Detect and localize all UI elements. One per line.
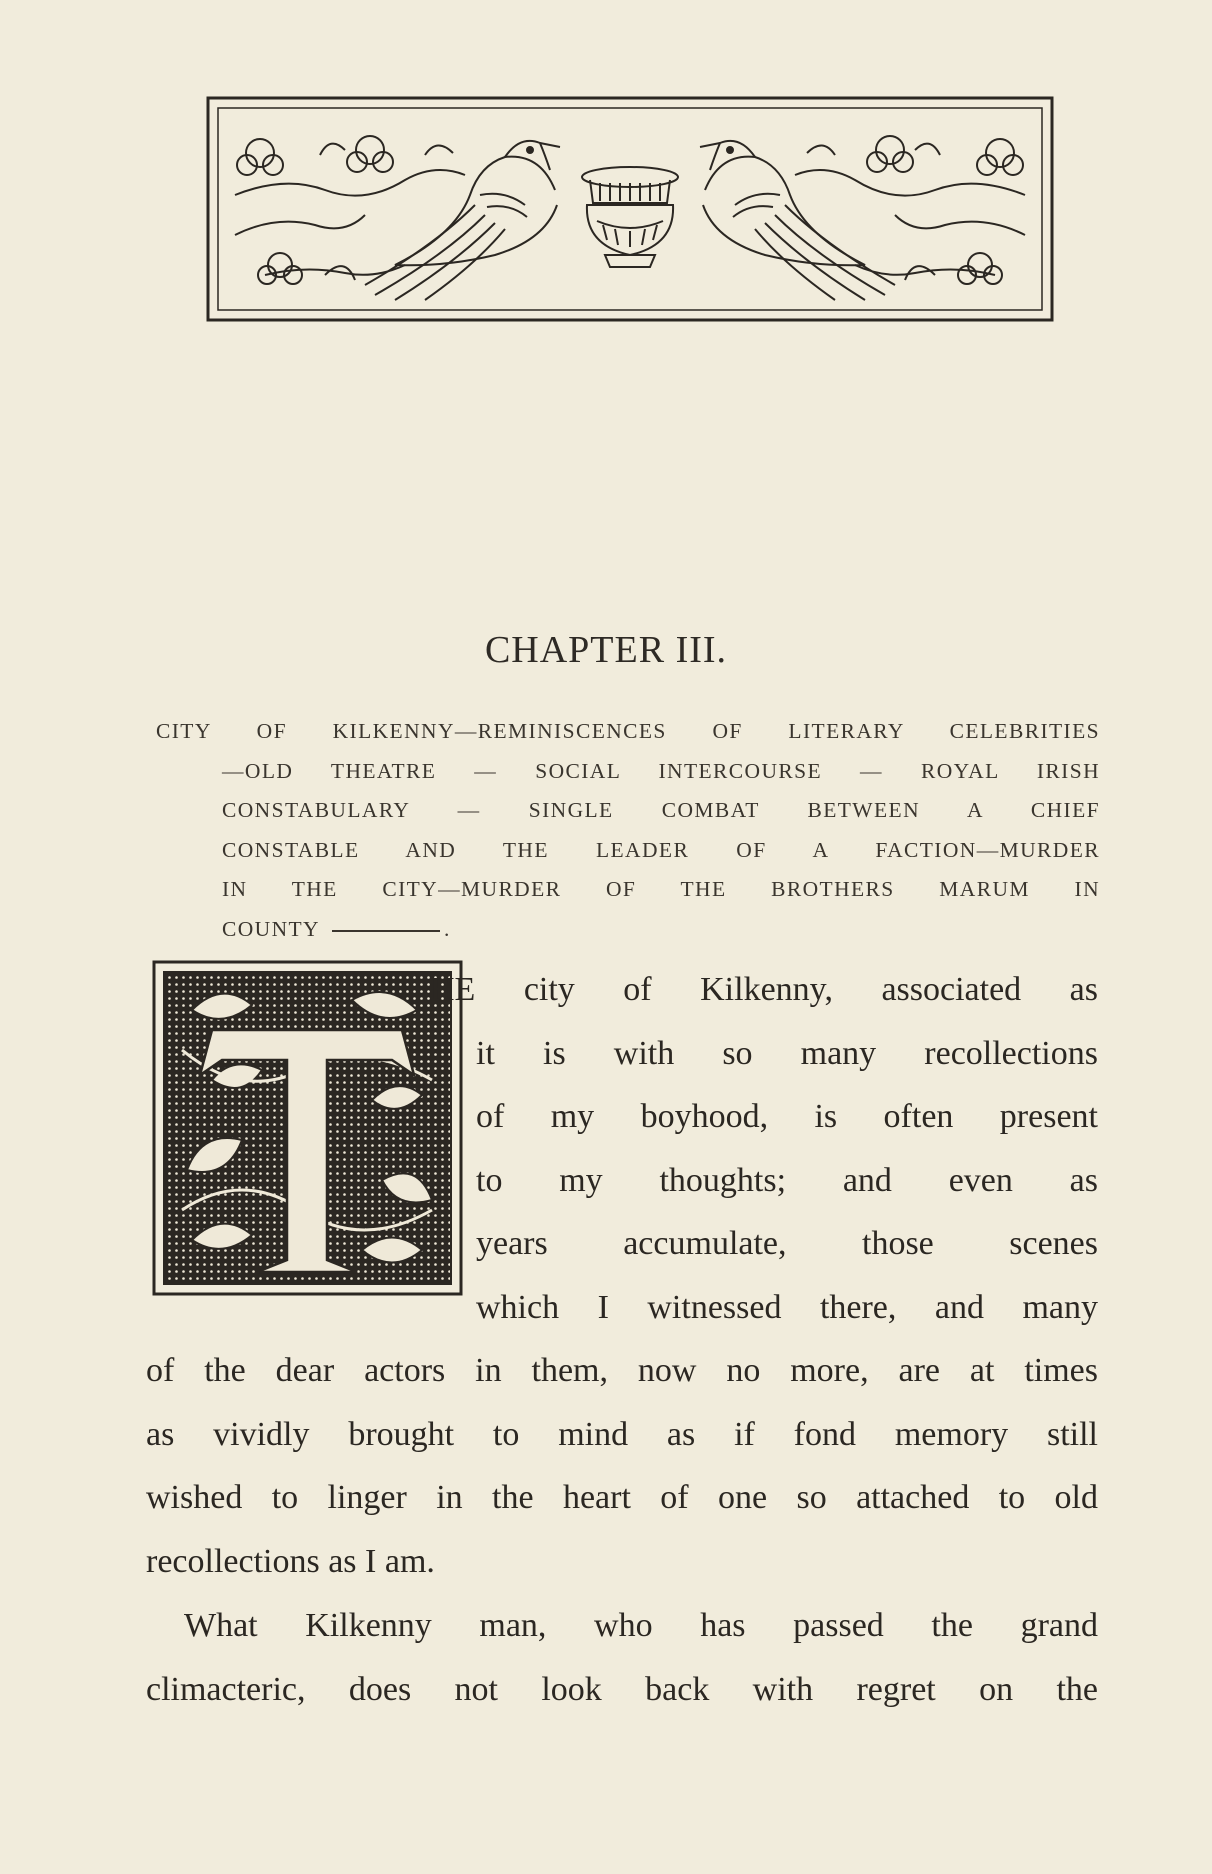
paragraph-2: [146, 1594, 1098, 1721]
synopsis-line: —OLD THEATRE — SOCIAL INTERCOURSE — ROYAL IRISH: [222, 758, 1100, 783]
right-vine-icon: [795, 136, 1025, 284]
synopsis-line: CONSTABULARY — SINGLE COMBAT BETWEEN A CHIEF: [222, 798, 1100, 822]
paragraph-1-wrapped: [430, 958, 1098, 1339]
drop-cap-ornament: [152, 960, 463, 1296]
text-line: wished to linger in the heart of one so attached to old: [146, 1479, 1098, 1516]
chapter-title: CHAPTER III.: [484, 629, 728, 671]
text-line: What Kilkenny man, who has passed the grand: [184, 1607, 1098, 1644]
right-bird-icon: [700, 141, 895, 300]
synopsis-end-mark: .: [443, 916, 451, 941]
text-line: as vividly brought to mind as if fond memory still: [146, 1415, 1098, 1453]
left-bird-icon: [365, 141, 560, 300]
synopsis-line: IN THE CITY—MURDER OF THE BROTHERS MARUM IN: [222, 877, 1100, 901]
text-line: HE city of Kilkenny, associated as: [430, 971, 1098, 1008]
synopsis-last-line: [156, 910, 1100, 950]
synopsis-line: CITY OF KILKENNY—REMINISCENCES OF LITERARY CELEBRITIES: [156, 719, 1100, 743]
text-line: to my thoughts; and even as: [476, 1161, 1098, 1199]
text-line: of my boyhood, is often present: [476, 1098, 1098, 1135]
blank-dash-rule: [332, 930, 440, 932]
headpiece-ornament: [205, 95, 1055, 325]
text-line: recollections as I am.: [146, 1542, 435, 1580]
left-vine-icon: [235, 136, 465, 284]
paragraph-1-full: [146, 1339, 1098, 1593]
text-line: of the dear actors in them, now no more, are at times: [146, 1352, 1098, 1389]
text-line: climacteric, does not look back with regret on the: [146, 1670, 1098, 1708]
chapter-synopsis: [156, 712, 1100, 949]
synopsis-line: CONSTABLE AND THE LEADER OF A FACTION—MURDER: [222, 837, 1100, 862]
text-line: it is with so many recollections: [476, 1034, 1098, 1072]
text-line: years accumulate, those scenes: [476, 1225, 1098, 1262]
text-line: which I witnessed there, and many: [476, 1288, 1098, 1326]
urn-icon: [582, 167, 678, 267]
synopsis-line: COUNTY: [222, 916, 320, 941]
